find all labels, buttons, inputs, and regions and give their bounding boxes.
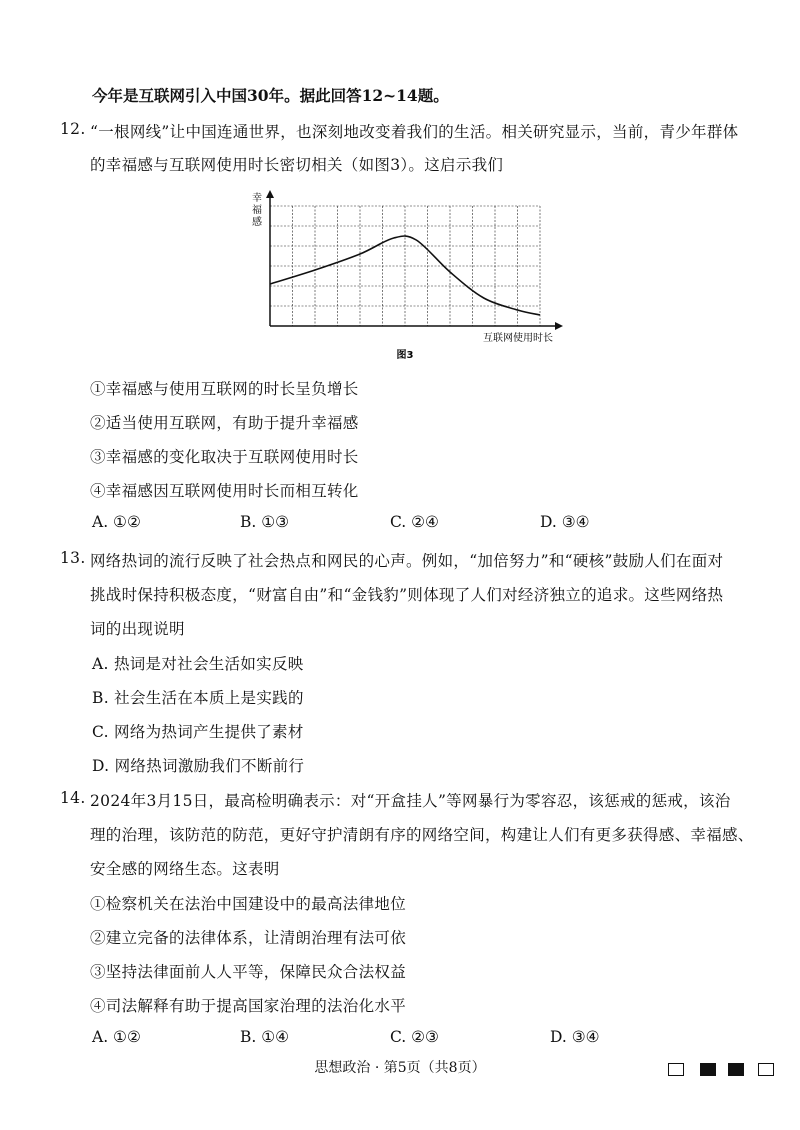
q13-option-c: C. 网络为热词产生提供了素材 [92, 723, 304, 741]
registration-mark-empty-left [668, 1063, 684, 1076]
q14-item-3: ③坚持法律面前人人平等，保障民众合法权益 [90, 963, 407, 981]
y-axis-label-char-2: 福 [252, 205, 262, 216]
figure-caption: 图3 [396, 350, 414, 361]
q14-choice-a: A. ①② [92, 1028, 141, 1046]
q12-choice-a: A. ①② [92, 513, 141, 531]
q14-choice-b: B. ①④ [240, 1028, 290, 1046]
q13-stem-line1: 网络热词的流行反映了社会热点和网民的心声。例如，“加倍努力”和“硬核”鼓励人们在面对 [90, 552, 724, 570]
q14-stem-line2: 理的治理，该防范的防范，更好守护清朗有序的网络空间，构建让人们有更多获得感、幸福感、 [90, 826, 754, 844]
y-axis-label-char-3: 感 [252, 217, 262, 228]
q13-number: 13. [60, 549, 86, 567]
chart-grid [270, 206, 540, 326]
figure3-chart [240, 186, 570, 366]
registration-mark-filled-1 [700, 1063, 716, 1076]
q14-item-1: ①检察机关在法治中国建设中的最高法律地位 [90, 895, 407, 913]
q13-stem-line2: 挑战时保持积极态度，“财富自由”和“金钱豹”则体现了人们对经济独立的追求。这些网络热 [90, 586, 724, 604]
q12-item-3: ③幸福感的变化取决于互联网使用时长 [90, 448, 359, 466]
registration-mark-filled-2 [728, 1063, 744, 1076]
x-axis-label: 互联网使用时长 [483, 333, 553, 344]
q12-number: 12. [60, 120, 86, 138]
q12-item-4: ④幸福感因互联网使用时长而相互转化 [90, 482, 359, 500]
x-axis-arrow [555, 322, 563, 330]
y-axis-arrow [266, 190, 274, 198]
q12-stem-line2: 的幸福感与互联网使用时长密切相关（如图3）。这启示我们 [90, 156, 504, 174]
q12-choice-b: B. ①③ [240, 513, 290, 531]
q14-item-4: ④司法解释有助于提高国家治理的法治化水平 [90, 997, 407, 1015]
section-intro: 今年是互联网引入中国30年。据此回答12~14题。 [92, 86, 449, 105]
q12-item-1: ①幸福感与使用互联网的时长呈负增长 [90, 380, 359, 398]
q12-choice-c: C. ②④ [390, 513, 439, 531]
q14-item-2: ②建立完备的法律体系，让清朗治理有法可依 [90, 929, 407, 947]
q13-option-a: A. 热词是对社会生活如实反映 [92, 655, 304, 673]
happiness-curve [270, 236, 540, 315]
q13-option-d: D. 网络热词激励我们不断前行 [92, 757, 305, 775]
q12-choice-d: D. ③④ [540, 513, 590, 531]
q14-stem-line1: 2024年3月15日，最高检明确表示：对“开盒挂人”等网暴行为零容忍，该惩戒的惩戒，该治 [90, 792, 731, 810]
q14-stem-line3: 安全感的网络生态。这表明 [90, 860, 280, 878]
q14-number: 14. [60, 789, 86, 807]
page-footer: 思想政治 · 第5页（共8页） [314, 1060, 486, 1076]
q14-choice-d: D. ③④ [550, 1028, 600, 1046]
registration-mark-empty-right [758, 1063, 774, 1076]
q12-item-2: ②适当使用互联网，有助于提升幸福感 [90, 414, 359, 432]
q13-option-b: B. 社会生活在本质上是实践的 [92, 689, 304, 707]
q13-stem-line3: 词的出现说明 [90, 620, 185, 638]
y-axis-label-char-1: 幸 [252, 193, 262, 204]
q14-choice-c: C. ②③ [390, 1028, 439, 1046]
q12-stem-line1: “一根网线”让中国连通世界，也深刻地改变着我们的生活。相关研究显示，当前，青少年群体 [90, 123, 739, 141]
